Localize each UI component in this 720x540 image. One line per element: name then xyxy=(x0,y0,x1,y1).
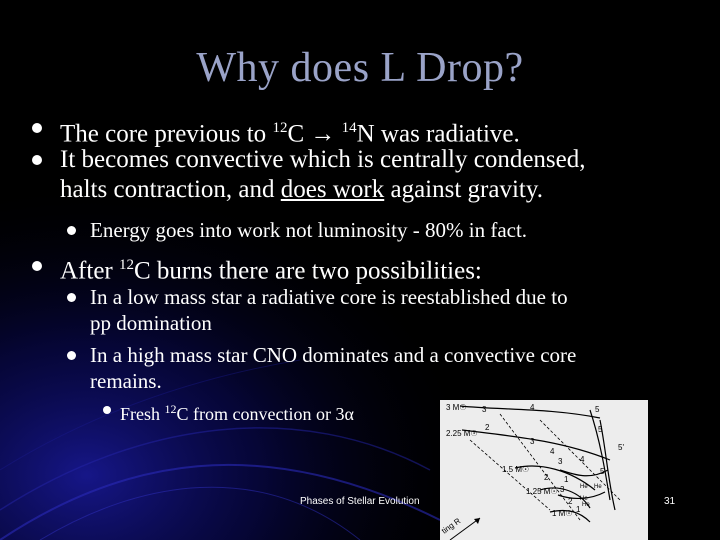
underlined-text: does work xyxy=(280,176,385,203)
isotope-mass: 12 xyxy=(272,120,288,136)
bullet-text: against gravity. xyxy=(384,176,543,203)
point-label: 3 xyxy=(558,457,563,466)
point-label: 5 xyxy=(595,405,600,414)
isotope-mass: 12 xyxy=(164,402,177,416)
bullet-text: C from convection or 3α xyxy=(176,404,354,424)
point-label: 2 xyxy=(568,497,573,506)
dashed-line-2 xyxy=(470,440,550,510)
bullet-dot xyxy=(32,123,42,133)
hr-diagram-image xyxy=(440,400,648,540)
mass-label: 3 M☉ xyxy=(446,403,467,412)
point-label: 3 xyxy=(482,405,487,414)
bullet-text: The core previous to xyxy=(60,120,273,148)
bullet-core-radiative xyxy=(60,113,520,149)
bullet-two-possibilities xyxy=(60,250,482,286)
axis-arrowhead xyxy=(474,518,480,524)
helium-label: He xyxy=(594,484,602,490)
isotope-mass: 14 xyxy=(341,120,357,136)
point-label: 5' xyxy=(618,443,624,452)
helium-label: He xyxy=(580,484,588,490)
point-label: 3 xyxy=(560,485,565,494)
bullet-convective xyxy=(60,145,586,205)
sub-bullet-high-mass xyxy=(90,342,576,394)
point-label: 5 xyxy=(598,425,603,434)
point-label: 4 xyxy=(550,447,555,456)
bullet-text: remains. xyxy=(90,369,162,393)
bullet-text: halts contraction, and xyxy=(60,176,281,203)
bullet-text: In a high mass star CNO dominates and a convective core xyxy=(90,343,577,367)
bullet-text: C burns there are two possibilities: xyxy=(134,257,482,285)
sub-sub-bullet-dot xyxy=(103,406,111,414)
point-label: 3 xyxy=(530,437,535,446)
axis-label: ting R xyxy=(440,516,463,536)
sub-bullet-dot xyxy=(67,351,76,360)
helium-label: He xyxy=(582,502,590,508)
track-2p25msun xyxy=(462,430,610,460)
point-label: 4 xyxy=(530,403,535,412)
bullet-dot xyxy=(32,261,42,271)
sub-sub-bullet-fresh-carbon xyxy=(120,398,354,425)
mass-label: 1 M☉ xyxy=(552,509,573,518)
bullet-dot xyxy=(32,155,42,165)
mass-label: 1.5 M☉ xyxy=(502,465,530,474)
slide-number: 31 xyxy=(664,496,676,507)
sub-bullet-dot xyxy=(67,226,76,235)
bullet-text: After xyxy=(60,257,119,285)
point-label: 4 xyxy=(580,455,585,464)
sub-bullet-energy: Energy goes into work not luminosity - 80% in fact. xyxy=(90,218,528,242)
sub-bullet-low-mass xyxy=(90,284,568,336)
bullet-text: In a low mass star a radiative core is reestablished due to xyxy=(90,285,568,309)
bullet-text: N was radiative. xyxy=(356,120,520,148)
slide-footer: Phases of Stellar Evolution xyxy=(300,496,420,507)
bullet-text: It becomes convective which is centrally condensed, xyxy=(60,146,586,173)
mass-label: 2.25 M☉ xyxy=(446,429,478,438)
point-label: 2 xyxy=(485,423,490,432)
point-label: 1 xyxy=(564,475,569,484)
mass-label: 1.25 M☉ xyxy=(526,487,558,496)
helium-label: He xyxy=(580,496,588,502)
point-label: 1 xyxy=(576,505,581,514)
sub-bullet-dot xyxy=(67,293,76,302)
bullet-text: C → xyxy=(287,120,342,148)
bullet-text-line2 xyxy=(60,175,586,205)
point-label: 2 xyxy=(544,473,549,482)
bullet-text: Fresh xyxy=(120,404,165,424)
slide-title: Why does L Drop? xyxy=(196,45,524,91)
isotope-mass: 12 xyxy=(119,257,134,273)
bullet-text: pp domination xyxy=(90,311,212,335)
point-label: 5 xyxy=(600,467,605,476)
